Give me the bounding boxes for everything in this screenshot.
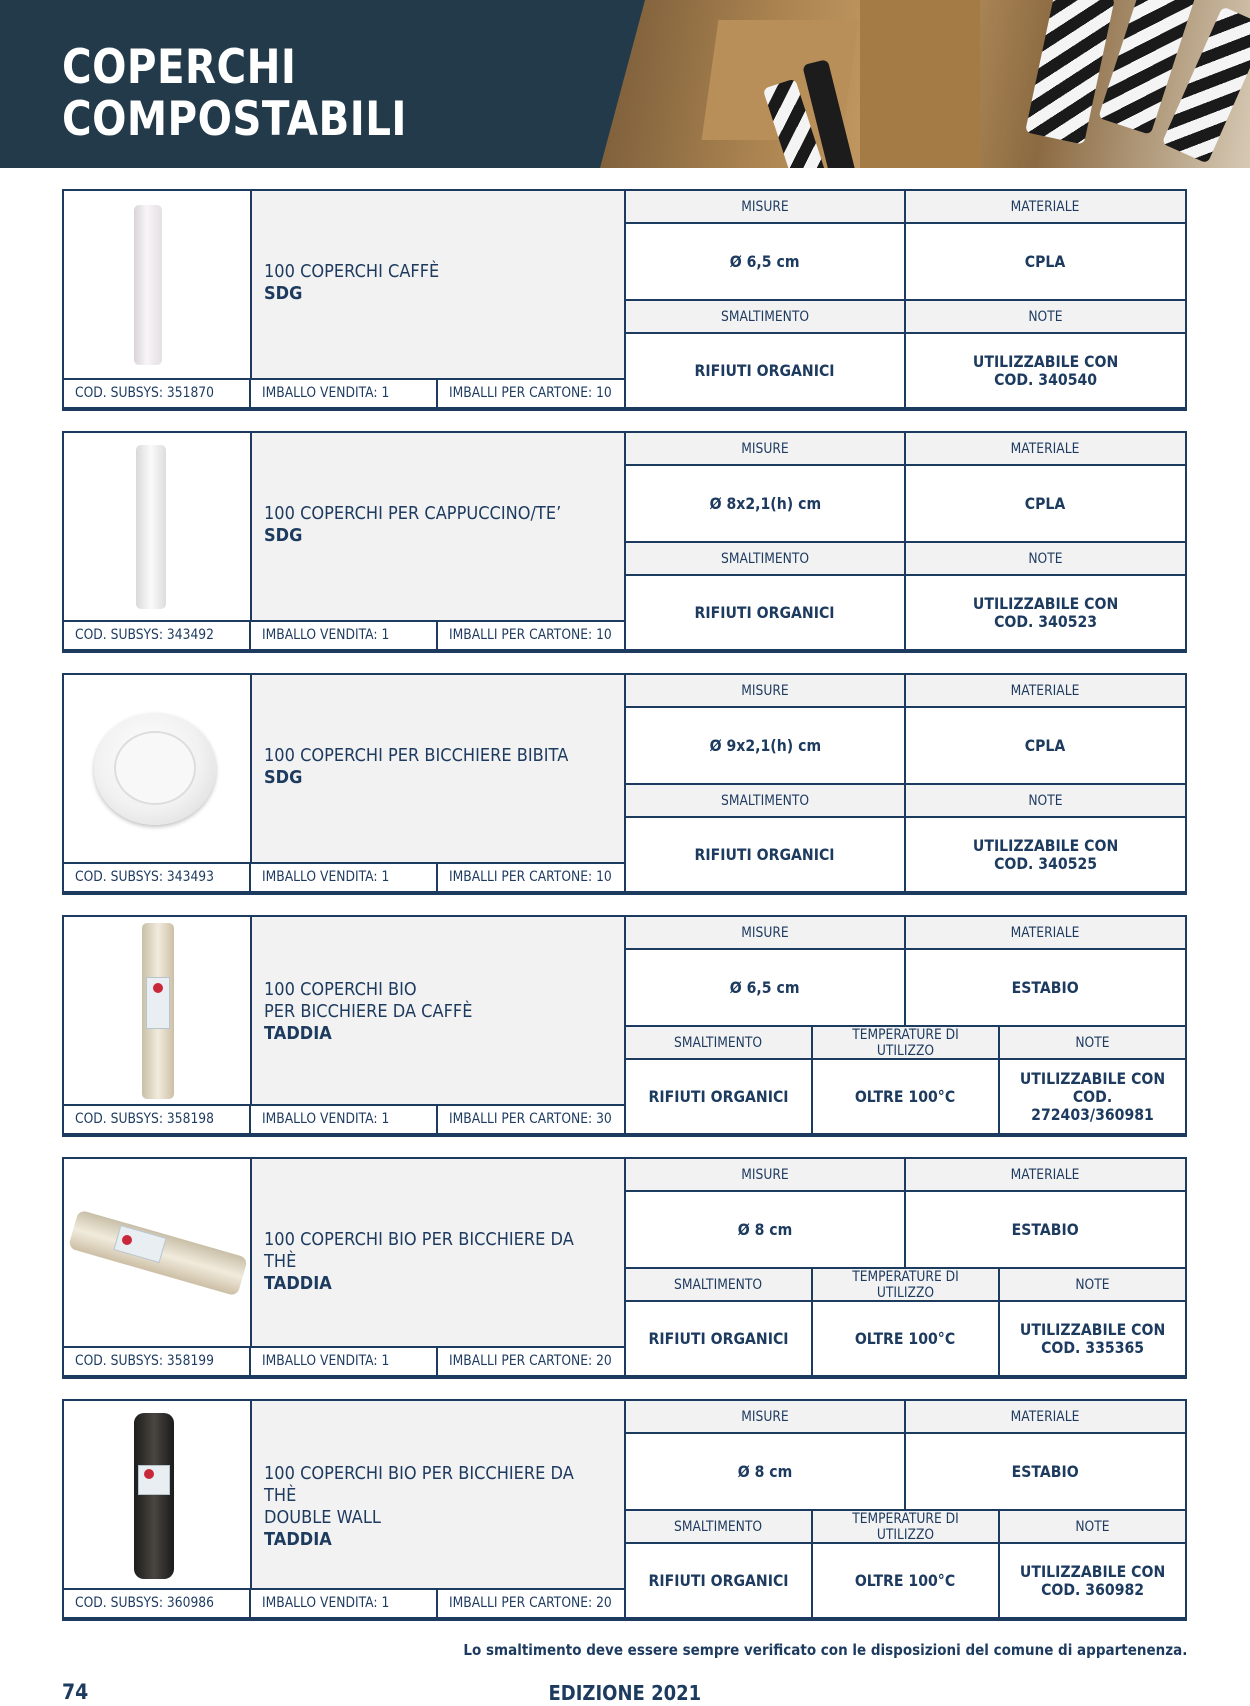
smaltimento-header: SMALTIMENTO: [674, 1276, 763, 1293]
misure-value: Ø 8 cm: [737, 1219, 793, 1239]
materiale-header: MATERIALE: [1011, 440, 1080, 457]
header-photo-straws: [560, 0, 1250, 168]
materiale-header: MATERIALE: [1011, 924, 1080, 941]
smaltimento-value: RIFIUTI ORGANICI: [648, 1086, 789, 1106]
imballi-per-cartone: IMBALLI PER CARTONE: 10: [449, 869, 612, 885]
spec-table: [626, 917, 1185, 1133]
smaltimento-value: RIFIUTI ORGANICI: [695, 844, 835, 864]
product-image-5: [64, 1159, 252, 1346]
cod-subsys: COD. SUBSYS: 351870: [75, 385, 214, 401]
cod-subsys: COD. SUBSYS: 343492: [75, 627, 214, 643]
product-card-1: [62, 189, 1187, 411]
product-name: 100 COPERCHI CAFFÈ: [264, 261, 440, 282]
smaltimento-value: RIFIUTI ORGANICI: [695, 360, 835, 380]
product-name-cell: [252, 433, 626, 620]
misure-value: Ø 6,5 cm: [730, 251, 800, 271]
lid-roll-photo: [134, 1413, 174, 1579]
temperature-value: OLTRE 100°C: [855, 1328, 956, 1348]
product-name: 100 COPERCHI BIO PER BICCHIERE DA THÈ: [264, 1463, 574, 1506]
note-value: UTILIZZABILE CON COD. 340540: [972, 351, 1119, 389]
product-brand: TADDIA: [264, 1023, 332, 1044]
product-name-cell: [252, 191, 626, 378]
product-card-5: [62, 1157, 1187, 1379]
imballi-per-cartone: IMBALLI PER CARTONE: 30: [449, 1111, 612, 1127]
note-header: NOTE: [1075, 1276, 1110, 1293]
product-name-cell: [252, 1159, 626, 1346]
product-info-row: [64, 862, 626, 891]
note-header: NOTE: [1028, 308, 1063, 325]
smaltimento-header: SMALTIMENTO: [674, 1518, 763, 1535]
misure-header: MISURE: [741, 682, 789, 699]
note-value: UTILIZZABILE CON COD. 335365: [1019, 1319, 1166, 1357]
lid-stack-photo: [136, 445, 166, 609]
product-name-line2: DOUBLE WALL: [264, 1507, 381, 1528]
imballo-vendita: IMBALLO VENDITA: 1: [262, 869, 390, 885]
product-card-3: [62, 673, 1187, 895]
cod-subsys: COD. SUBSYS: 360986: [75, 1595, 214, 1611]
product-name-cell: [252, 1401, 626, 1588]
note-value: UTILIZZABILE CON COD. 340523: [972, 593, 1119, 631]
product-info-row: [64, 1104, 626, 1133]
product-image-1: [64, 191, 252, 378]
smaltimento-value: RIFIUTI ORGANICI: [648, 1570, 789, 1590]
imballi-per-cartone: IMBALLI PER CARTONE: 10: [449, 627, 612, 643]
cod-subsys: COD. SUBSYS: 343493: [75, 869, 214, 885]
product-info-row: [64, 378, 626, 407]
product-name-cell: [252, 917, 626, 1104]
note-header: NOTE: [1075, 1518, 1110, 1535]
imballi-per-cartone: IMBALLI PER CARTONE: 10: [449, 385, 612, 401]
materiale-header: MATERIALE: [1011, 198, 1080, 215]
edition-label: EDIZIONE 2021: [548, 1681, 702, 1705]
imballo-vendita: IMBALLO VENDITA: 1: [262, 385, 390, 401]
imballi-per-cartone: IMBALLI PER CARTONE: 20: [449, 1595, 612, 1611]
page-number: 74: [62, 1680, 89, 1704]
imballi-per-cartone: IMBALLI PER CARTONE: 20: [449, 1353, 612, 1369]
product-name-line2: PER BICCHIERE DA CAFFÈ: [264, 1001, 473, 1022]
misure-value: Ø 8 cm: [737, 1461, 793, 1481]
materiale-value: CPLA: [1025, 493, 1066, 513]
materiale-header: MATERIALE: [1011, 682, 1080, 699]
product-name: 100 COPERCHI BIO PER BICCHIERE DA THÈ: [264, 1229, 574, 1272]
smaltimento-value: RIFIUTI ORGANICI: [695, 602, 835, 622]
product-info-row: [64, 1588, 626, 1617]
misure-value: Ø 9x2,1(h) cm: [709, 735, 821, 755]
product-brand: SDG: [264, 525, 303, 546]
product-image-4: [64, 917, 252, 1104]
temperature-value: OLTRE 100°C: [855, 1570, 956, 1590]
product-brand: SDG: [264, 767, 303, 788]
temperature-header: TEMPERATURE DI UTILIZZO: [852, 1268, 959, 1301]
imballo-vendita: IMBALLO VENDITA: 1: [262, 1595, 390, 1611]
product-brand: SDG: [264, 283, 303, 304]
note-header: NOTE: [1028, 792, 1063, 809]
note-header: NOTE: [1028, 550, 1063, 567]
spec-table: [626, 1401, 1185, 1617]
product-brand: TADDIA: [264, 1273, 332, 1294]
page-title: [62, 42, 509, 146]
product-card-6: [62, 1399, 1187, 1621]
spec-table: [626, 1159, 1185, 1375]
smaltimento-header: SMALTIMENTO: [720, 308, 810, 325]
materiale-value: CPLA: [1025, 251, 1066, 271]
misure-header: MISURE: [741, 198, 789, 215]
spec-table: [626, 433, 1185, 649]
cod-subsys: COD. SUBSYS: 358198: [75, 1111, 214, 1127]
materiale-header: MATERIALE: [1011, 1166, 1080, 1183]
note-value: UTILIZZABILE CON COD. 340525: [972, 835, 1119, 873]
misure-header: MISURE: [741, 1166, 789, 1183]
materiale-value: CPLA: [1025, 735, 1066, 755]
note-value: UTILIZZABILE CON COD. 360982: [1019, 1561, 1166, 1599]
product-info-row: [64, 620, 626, 649]
product-image-6: [64, 1401, 252, 1588]
misure-value: Ø 6,5 cm: [730, 977, 800, 997]
materiale-value: ESTABIO: [1011, 1219, 1080, 1239]
temperature-header: TEMPERATURE DI UTILIZZO: [852, 1026, 959, 1059]
smaltimento-header: SMALTIMENTO: [720, 792, 810, 809]
materiale-value: ESTABIO: [1011, 977, 1080, 997]
product-image-2: [64, 433, 252, 620]
product-name-cell: [252, 675, 626, 862]
product-name: 100 COPERCHI PER CAPPUCCINO/TE’: [264, 503, 562, 524]
note-value: UTILIZZABILE CON COD. 272403/360981: [1019, 1068, 1166, 1124]
spec-table: [626, 675, 1185, 891]
cod-subsys: COD. SUBSYS: 358199: [75, 1353, 214, 1369]
spec-table: [626, 191, 1185, 407]
materiale-value: ESTABIO: [1011, 1461, 1080, 1481]
temperature-value: OLTRE 100°C: [855, 1086, 956, 1106]
product-info-row: [64, 1346, 626, 1375]
product-card-2: [62, 431, 1187, 653]
lid-stack-photo: [134, 205, 162, 365]
temperature-header: TEMPERATURE DI UTILIZZO: [852, 1510, 959, 1543]
misure-header: MISURE: [741, 440, 789, 457]
product-image-3: [64, 675, 252, 862]
note-header: NOTE: [1075, 1034, 1110, 1051]
product-brand: TADDIA: [264, 1529, 332, 1550]
materiale-header: MATERIALE: [1011, 1408, 1080, 1425]
product-card-4: [62, 915, 1187, 1137]
product-name: 100 COPERCHI PER BICCHIERE BIBITA: [264, 745, 569, 766]
smaltimento-header: SMALTIMENTO: [720, 550, 810, 567]
misure-value: Ø 8x2,1(h) cm: [709, 493, 821, 513]
page-header: [0, 0, 1250, 168]
smaltimento-value: RIFIUTI ORGANICI: [648, 1328, 789, 1348]
product-name: 100 COPERCHI BIO: [264, 979, 417, 1000]
disposal-disclaimer: Lo smaltimento deve essere sempre verificato con le disposizioni del comune di appartenenza.: [463, 1641, 1187, 1659]
misure-header: MISURE: [741, 1408, 789, 1425]
page-title-line2: COMPOSTABILI: [62, 92, 407, 147]
imballo-vendita: IMBALLO VENDITA: 1: [262, 1353, 390, 1369]
smaltimento-header: SMALTIMENTO: [674, 1034, 763, 1051]
misure-header: MISURE: [741, 924, 789, 941]
imballo-vendita: IMBALLO VENDITA: 1: [262, 627, 390, 643]
imballo-vendita: IMBALLO VENDITA: 1: [262, 1111, 390, 1127]
page-title-line1: COPERCHI: [62, 40, 297, 95]
